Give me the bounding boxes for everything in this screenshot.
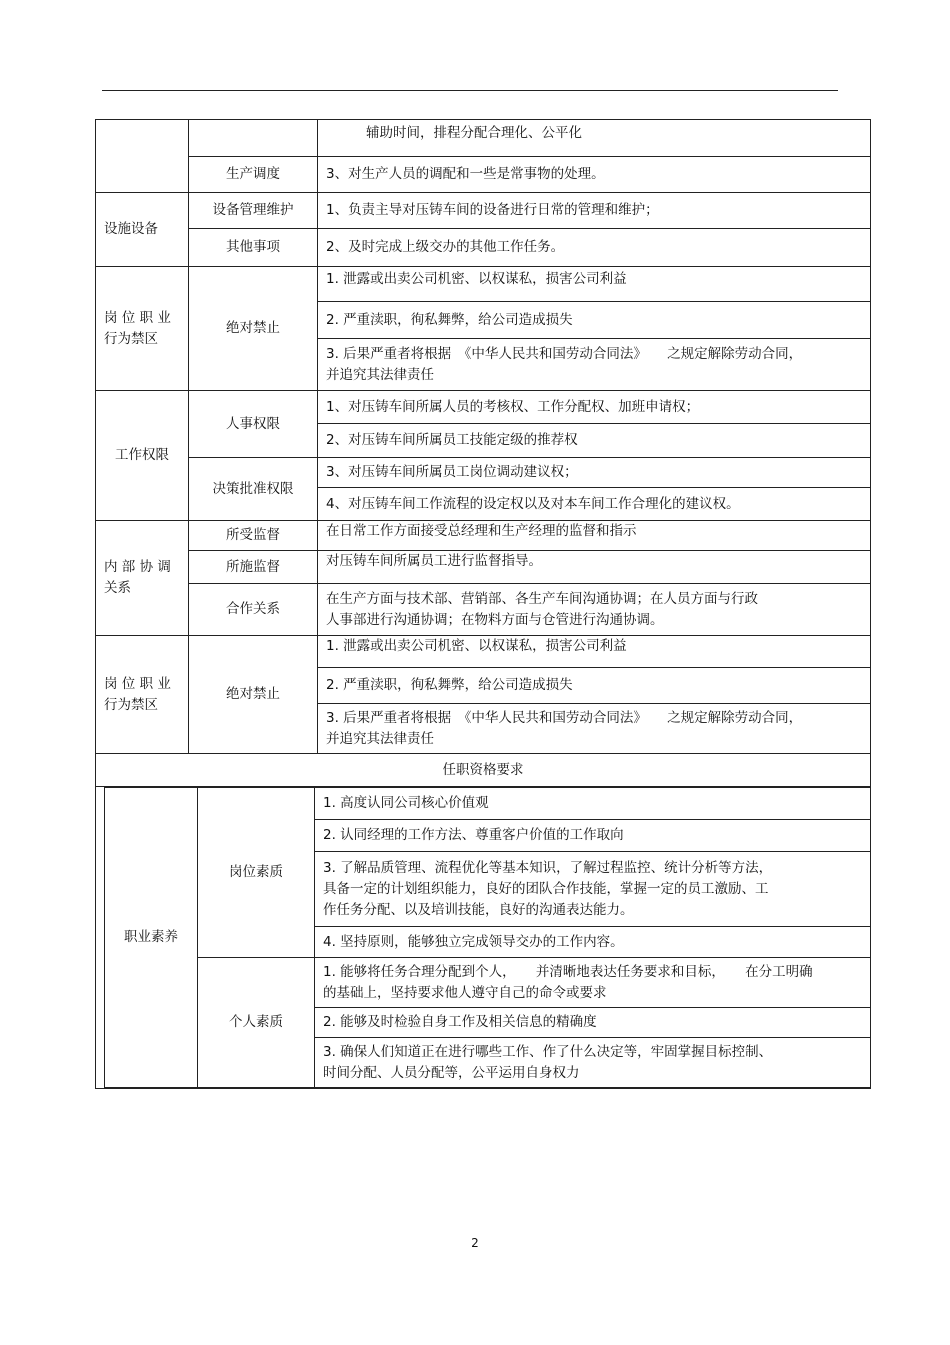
table-row (105, 958, 871, 1008)
text-line: 的基础上，坚持要求他人遵守自己的命令或要求 (323, 984, 607, 1001)
category-line: 行为禁区 (104, 330, 158, 347)
qualities-wrapper (96, 787, 871, 1089)
text-cell: 3、对压铸车间所属员工岗位调动建议权； (318, 458, 871, 488)
table-row (96, 120, 871, 157)
table-row (96, 267, 871, 302)
table-row (96, 754, 871, 787)
sub-cell: 绝对禁止 (189, 636, 318, 754)
table-row (96, 787, 871, 1089)
text-line: 1. 能够将任务合理分配到个人， 并清晰地表达任务要求和目标， 在分工明确 (323, 963, 813, 980)
category-cell (96, 267, 189, 391)
text-cell: 2、及时完成上级交办的其他工作任务。 (318, 229, 871, 267)
sub-cell: 合作关系 (189, 584, 318, 636)
sub-cell: 所施监督 (189, 551, 318, 584)
sub-cell: 人事权限 (189, 391, 318, 458)
category-line: 行为禁区 (104, 696, 158, 713)
text-cell: 2. 严重渎职，徇私舞弊，给公司造成损失 (318, 668, 871, 704)
text-cell: 对压铸车间所属员工进行监督指导。 (318, 551, 871, 584)
text-line: 3. 确保人们知道正在进行哪些工作、作了什么决定等，牢固掌握目标控制、 (323, 1043, 773, 1060)
sub-cell: 绝对禁止 (189, 267, 318, 391)
header-rule (102, 90, 838, 91)
sub-cell: 所受监督 (189, 521, 318, 551)
category-cell: 设施设备 (96, 193, 189, 267)
text-line: 3. 后果严重者将根据 《中华人民共和国劳动合同法》 之规定解除劳动合同， (326, 345, 803, 362)
table-row (96, 458, 871, 488)
text-cell: 1、负责主导对压铸车间的设备进行日常的管理和维护； (318, 193, 871, 229)
text-cell: 2. 能够及时检验自身工作及相关信息的精确度 (315, 1008, 871, 1038)
category-cell (96, 521, 189, 636)
qualities-table (104, 787, 871, 1088)
category-line: 岗 位 职 业 (104, 675, 171, 692)
text-cell (315, 1038, 871, 1088)
sub-cell: 其他事项 (189, 229, 318, 267)
table-row (96, 193, 871, 229)
text-line: 3. 后果严重者将根据 《中华人民共和国劳动合同法》 之规定解除劳动合同， (326, 709, 803, 726)
table-row (96, 584, 871, 636)
text-cell: 4、对压铸车间工作流程的设定权以及对本车间工作合理化的建议权。 (318, 488, 871, 521)
sub-cell: 岗位素质 (198, 788, 315, 958)
text-cell: 2. 严重渎职，徇私舞弊，给公司造成损失 (318, 302, 871, 339)
section-title: 任职资格要求 (96, 754, 871, 787)
category-cell: 工作权限 (96, 391, 189, 521)
text-line: 在生产方面与技术部、营销部、各生产车间沟通协调；在人员方面与行政 (326, 590, 758, 607)
text-line: 人事部进行沟通协调；在物料方面与仓管进行沟通协调。 (326, 611, 664, 628)
table-row (96, 636, 871, 668)
text-cell (315, 852, 871, 927)
sub-cell (189, 120, 318, 157)
text-cell: 4. 坚持原则，能够独立完成领导交办的工作内容。 (315, 927, 871, 958)
text-line: 并追究其法律责任 (326, 366, 434, 383)
text-line: 具备一定的计划组织能力，良好的团队合作技能，掌握一定的员工激励、工 (323, 880, 769, 897)
text-cell: 1. 高度认同公司核心价值观 (315, 788, 871, 820)
sub-cell: 决策批准权限 (189, 458, 318, 521)
text-cell (315, 958, 871, 1008)
sub-cell: 设备管理维护 (189, 193, 318, 229)
text-cell (318, 339, 871, 391)
text-cell: 2. 认同经理的工作方法、尊重客户价值的工作取向 (315, 820, 871, 852)
text-line: 时间分配、人员分配等，公平运用自身权力 (323, 1064, 580, 1081)
category-cell: 职业素养 (105, 788, 198, 1088)
text-cell (318, 704, 871, 754)
job-description-table (95, 119, 871, 1089)
text-line: 并追究其法律责任 (326, 730, 434, 747)
text-cell: 2、对压铸车间所属员工技能定级的推荐权 (318, 424, 871, 458)
text-cell: 1、对压铸车间所属人员的考核权、工作分配权、加班申请权； (318, 391, 871, 424)
text-cell: 3、对生产人员的调配和一些是常事物的处理。 (318, 157, 871, 193)
category-cell (96, 120, 189, 193)
category-line: 内 部 协 调 (104, 559, 171, 575)
sub-cell: 个人素质 (198, 958, 315, 1088)
text-cell: 辅助时间，排程分配合理化、公平化 (318, 120, 871, 157)
table-row (96, 391, 871, 424)
category-cell (96, 636, 189, 754)
text-cell: 在日常工作方面接受总经理和生产经理的监督和指示 (318, 521, 871, 551)
category-line: 关系 (104, 580, 131, 596)
table-row (96, 521, 871, 551)
text-cell: 1. 泄露或出卖公司机密、以权谋私，损害公司利益 (318, 267, 871, 302)
text-line: 3. 了解品质管理、流程优化等基本知识，了解过程监控、统计分析等方法， (323, 859, 773, 876)
table-row (96, 229, 871, 267)
text-cell (318, 584, 871, 636)
page-number: 2 (471, 1236, 479, 1250)
table-row (96, 551, 871, 584)
table-row (105, 788, 871, 820)
text-cell: 1. 泄露或出卖公司机密、以权谋私，损害公司利益 (318, 636, 871, 668)
sub-cell: 生产调度 (189, 157, 318, 193)
category-line: 岗 位 职 业 (104, 309, 171, 326)
table-row (96, 157, 871, 193)
text-line: 作任务分配、以及培训技能，良好的沟通表达能力。 (323, 901, 634, 918)
